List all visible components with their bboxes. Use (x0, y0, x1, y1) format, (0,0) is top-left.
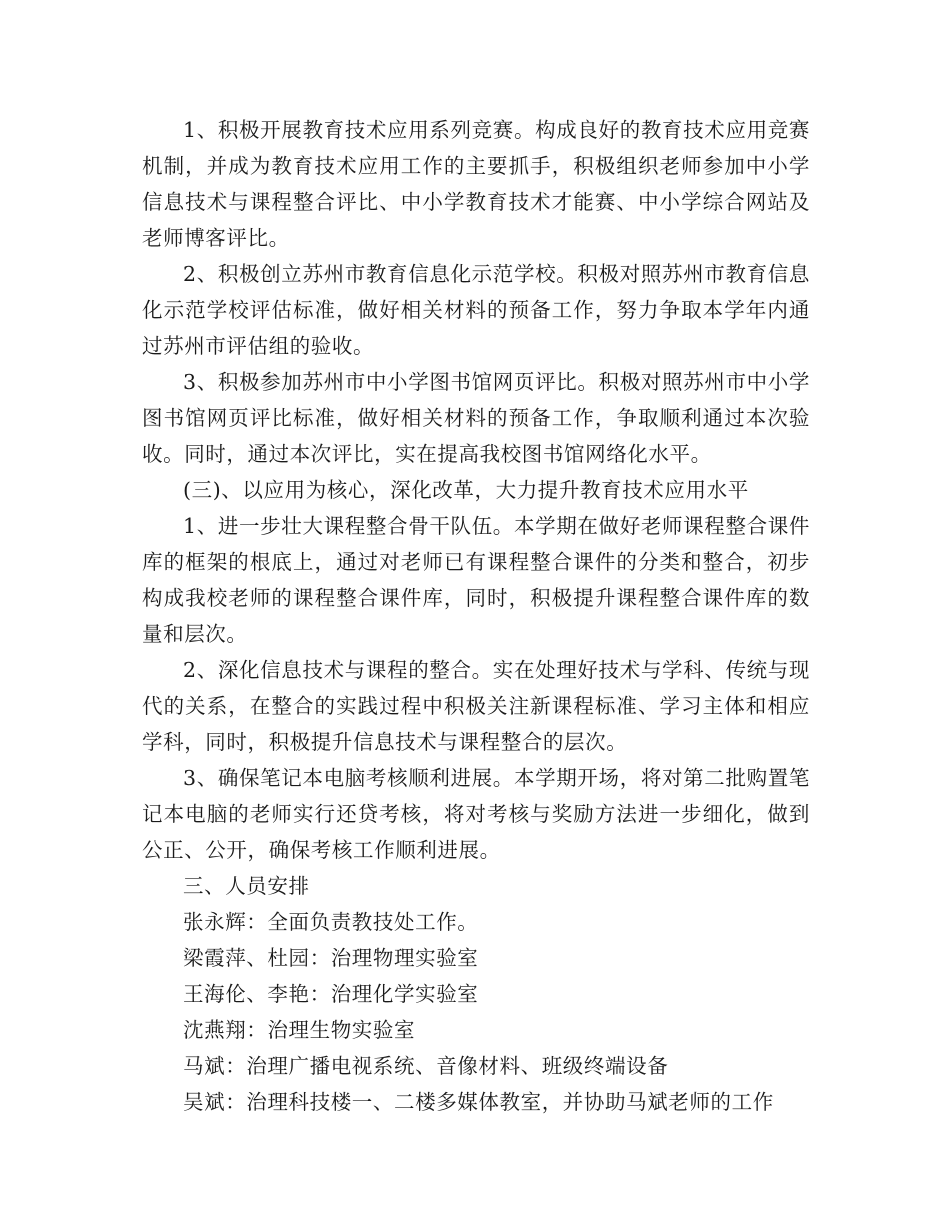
staff-line: 吴斌：治理科技楼一、二楼多媒体教室，并协助马斌老师的工作 (183, 1090, 774, 1114)
paragraph-integration: 2、深化信息技术与课程的整合。实在处理好技术与学科、传统与现代的关系，在整合的实践过程中积极关注新课程标准、学习主体和相应学科，同时，积极提升信息技术与课程整合的层次。 (142, 658, 810, 754)
paragraph-backbone-team: 1、进一步壮大课程整合骨干队伍。本学期在做好老师课程整合课件库的框架的根底上，通过对老师已有课程整合课件的分类和整合，初步构成我校老师的课程整合课件库，同时，积极提升课程整合课件库的数量和层次。 (142, 514, 810, 646)
paragraph-laptop-assessment: 3、确保笔记本电脑考核顺利进展。本学期开场，将对第二批购置笔记本电脑的老师实行还贷考核，将对考核与奖励方法进一步细化，做到公正、公开，确保考核工作顺利进展。 (142, 766, 810, 862)
paragraph-competition: 1、积极开展教育技术应用系列竞赛。构成良好的教育技术应用竞赛机制，并成为教育技术应用工作的主要抓手，积极组织老师参加中小学信息技术与课程整合评比、中小学教育技术才能赛、中小学综合网站及老师博客评比。 (142, 118, 810, 250)
paragraph-library-web: 3、积极参加苏州市中小学图书馆网页评比。积极对照苏州市中小学图书馆网页评比标准，做好相关材料的预备工作，争取顺利通过本次验收。同时，通过本次评比，实在提高我校图书馆网络化水平。 (142, 370, 810, 466)
section-heading-application: (三)、以应用为核心，深化改革，大力提升教育技术应用水平 (183, 478, 749, 502)
staff-line: 沈燕翔：治理生物实验室 (183, 1018, 416, 1042)
staff-line: 马斌：治理广播电视系统、音像材料、班级终端设备 (183, 1054, 669, 1078)
staff-line: 张永辉：全面负责教技处工作。 (183, 910, 479, 934)
section-heading-staff: 三、人员安排 (183, 874, 310, 898)
staff-line: 王海伦、李艳：治理化学实验室 (183, 982, 479, 1006)
staff-line: 梁霞萍、杜园：治理物理实验室 (183, 946, 479, 970)
paragraph-demo-school: 2、积极创立苏州市教育信息化示范学校。积极对照苏州市教育信息化示范学校评估标准，做好相关材料的预备工作，努力争取本学年内通过苏州市评估组的验收。 (142, 262, 810, 358)
document-body (142, 112, 810, 1120)
